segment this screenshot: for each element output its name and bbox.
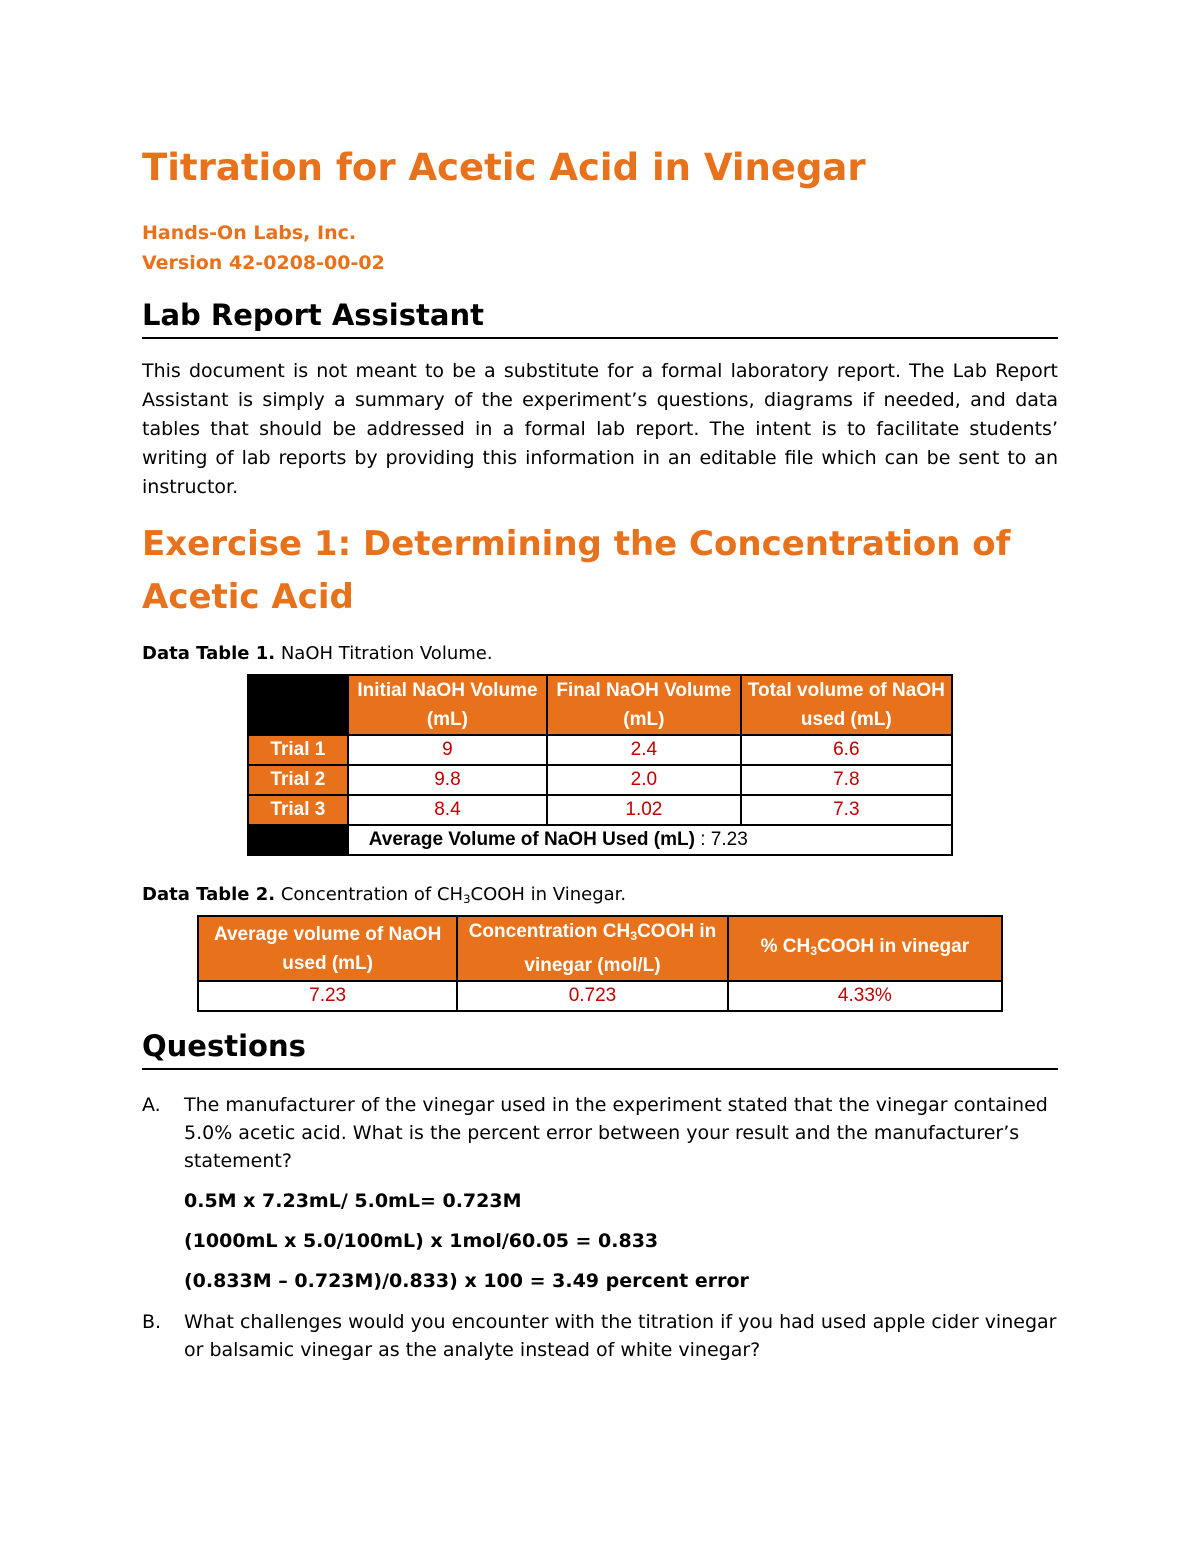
publisher: Hands-On Labs, Inc. xyxy=(142,222,357,244)
table-row xyxy=(198,981,1002,1011)
question-letter: A. xyxy=(142,1094,161,1116)
naoh-volume-table xyxy=(247,674,953,856)
table1-header-final: Final NaOH Volume (mL) xyxy=(547,675,740,735)
version-label: Version 42-0208-00-02 xyxy=(142,252,385,274)
question-b xyxy=(142,1308,1058,1364)
table-cell: 0.723 xyxy=(457,981,727,1011)
table-cell: 9.8 xyxy=(348,765,547,795)
question-letter: B. xyxy=(142,1311,162,1333)
section-heading-questions: Questions xyxy=(142,1026,1058,1070)
table1-header-initial: Initial NaOH Volume (mL) xyxy=(348,675,547,735)
table-cell: 2.4 xyxy=(547,735,740,765)
table-cell: 7.23 xyxy=(198,981,457,1011)
table1-corner xyxy=(248,675,348,735)
questions-list xyxy=(142,1091,1058,1364)
table1-caption-text: NaOH Titration Volume. xyxy=(280,643,493,664)
table1-footer-corner xyxy=(248,825,348,855)
table2-h3-post: COOH in vinegar xyxy=(817,935,970,957)
table2-header-concentration xyxy=(457,916,727,981)
intro-paragraph: This document is not meant to be a substitute for a formal laboratory report. The Lab Report Assistant is simply a summary of the experiment’s questions, diagrams if needed, and data tables that should be addressed in a formal lab report. The intent is to facilitate students’ writing of lab reports by providing this information in an editable file which can be sent to an instructor. xyxy=(142,360,1058,498)
table2-caption-label: Data Table 2. xyxy=(142,884,276,905)
table-row xyxy=(248,795,952,825)
table2-caption-post: COOH in Vinegar. xyxy=(470,884,627,905)
table2-h3-pre: % CH xyxy=(760,935,811,957)
table1-header-total: Total volume of NaOH used (mL) xyxy=(741,675,952,735)
table-cell: 7.3 xyxy=(741,795,952,825)
section-heading-lab-report: Lab Report Assistant xyxy=(142,295,1058,339)
table2-caption-pre: Concentration of CH xyxy=(280,884,464,905)
table2-h2-sub: 3 xyxy=(630,929,638,944)
question-a xyxy=(142,1091,1058,1175)
table2-h2-pre: Concentration CH xyxy=(468,921,631,942)
average-volume-label: Average Volume of NaOH Used (mL) xyxy=(368,829,695,850)
answer-line: (0.833M – 0.723M)/0.833) x 100 = 3.49 percent error xyxy=(184,1270,749,1292)
average-volume-cell xyxy=(348,825,952,855)
table-cell: 9 xyxy=(348,735,547,765)
concentration-table xyxy=(197,915,1003,1012)
table2-header-avg-volume: Average volume of NaOH used (mL) xyxy=(198,916,457,981)
table2-h2-post: COOH in vinegar (mol/L) xyxy=(524,921,717,977)
table2-caption-sub: 3 xyxy=(463,891,471,906)
table-cell: 6.6 xyxy=(741,735,952,765)
table2-h3-sub: 3 xyxy=(810,943,818,958)
page-title: Titration for Acetic Acid in Vinegar xyxy=(142,146,866,189)
question-text: What challenges would you encounter with the titration if you had used apple cider vinegar or balsamic vinegar as the analyte instead of white vinegar? xyxy=(184,1311,1057,1361)
exercise-title: Exercise 1: Determining the Concentration of Acetic Acid xyxy=(142,524,1011,617)
table-cell: 2.0 xyxy=(547,765,740,795)
answer-line: (1000mL x 5.0/100mL) x 1mol/60.05 = 0.833 xyxy=(184,1230,659,1252)
question-text: The manufacturer of the vinegar used in the experiment stated that the vinegar contained 5.0% acetic acid. What is the percent error between your result and the manufacturer’s statement? xyxy=(184,1094,1048,1172)
trial-label: Trial 3 xyxy=(248,795,348,825)
average-volume-value: : 7.23 xyxy=(700,829,748,850)
table-cell: 8.4 xyxy=(348,795,547,825)
table-row xyxy=(248,765,952,795)
table2-caption xyxy=(142,884,626,906)
table-cell: 4.33% xyxy=(728,981,1002,1011)
table-cell: 7.8 xyxy=(741,765,952,795)
table2-header-percent xyxy=(728,916,1002,981)
answer-line: 0.5M x 7.23mL/ 5.0mL= 0.723M xyxy=(184,1190,522,1212)
table1-caption xyxy=(142,643,493,664)
table-cell: 1.02 xyxy=(547,795,740,825)
table1-caption-label: Data Table 1. xyxy=(142,643,276,664)
trial-label: Trial 1 xyxy=(248,735,348,765)
trial-label: Trial 2 xyxy=(248,765,348,795)
table-row xyxy=(248,735,952,765)
